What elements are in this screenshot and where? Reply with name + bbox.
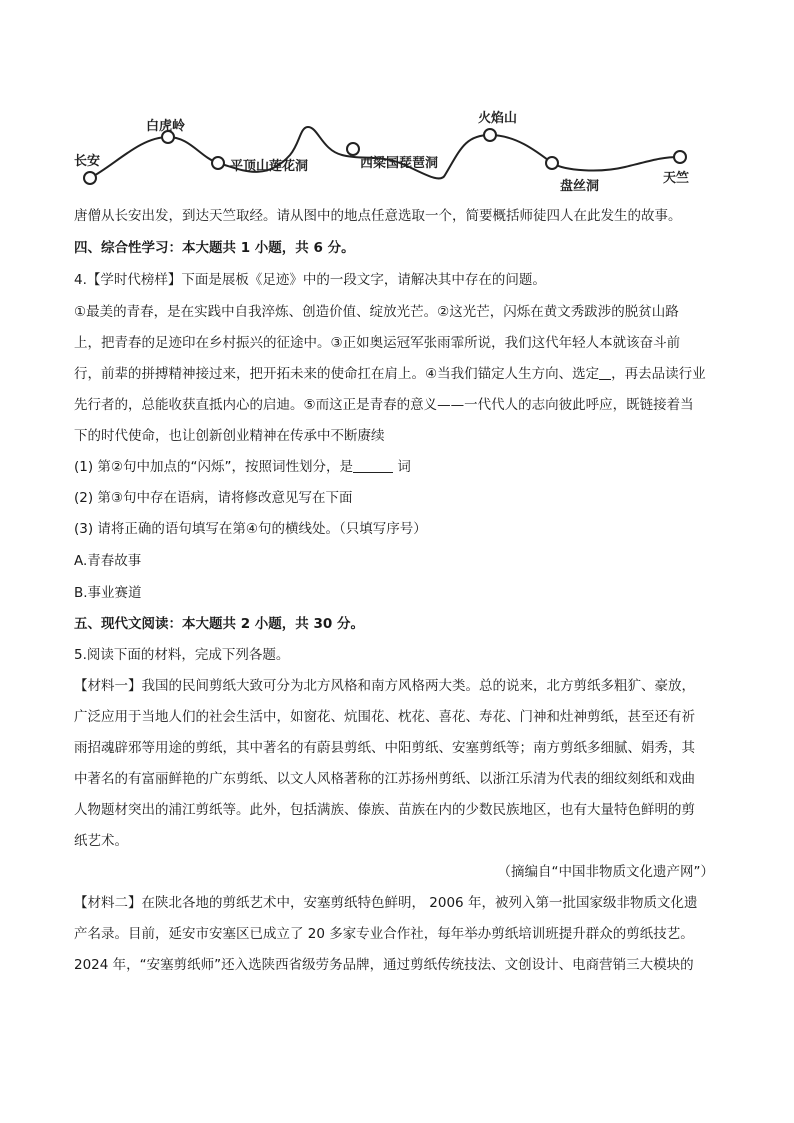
place-label: 天竺 [663, 171, 690, 186]
passage-line: 下的时代使命，也让创新创业精神在传承中不断赓续 [74, 428, 385, 444]
material-2-line: 2024 年，“安塞剪纸师”还入选陕西省级劳务品牌，通过剪纸传统技法、文创设计、电商营销三大模块的 [74, 957, 694, 973]
passage-line-text: 行，前辈的拼搏精神接过来，把开拓未来的使命扛在肩上。④当我们锚定人生方向、选定 [74, 366, 600, 382]
passage-line-tail: ，再去品读行业 [611, 366, 706, 382]
answer-blank [599, 365, 611, 380]
place-node [546, 157, 558, 169]
place-label: 长安 [74, 154, 101, 169]
passage-line [74, 364, 724, 384]
place-label: 平顶山莲花洞 [230, 159, 309, 174]
material-1-source: （摘编自“中国非物质文化遗产网”） [497, 864, 714, 880]
material-1-line: 雨招魂辟邪等用途的剪纸，其中著名的有蔚县剪纸、中阳剪纸、安塞剪纸等；南方剪纸多细腻、娟秀，其 [74, 740, 695, 756]
sub-question-2: (2) 第③句中存在语病，请将修改意见写在下面 [74, 490, 353, 506]
sub-question-1 [74, 457, 724, 477]
journey-route-map [60, 95, 750, 200]
answer-blank [353, 458, 393, 473]
route-path-diagram [60, 95, 750, 200]
place-label: 火焰山 [478, 111, 518, 126]
option-a: A.青春故事 [74, 553, 142, 569]
material-1-line: 【材料一】我国的民间剪纸大致可分为北方风格和南方风格两大类。总的说来，北方剪纸多粗犷、豪放， [74, 678, 695, 694]
place-label: 盘丝洞 [560, 179, 600, 194]
place-node [674, 151, 686, 163]
place-node [347, 143, 359, 155]
passage-line: 上，把青春的足迹印在乡村振兴的征途中。③正如奥运冠军张雨霏所说，我们这代年轻人本就该奋斗前 [74, 335, 681, 351]
passage-line: 先行者的，总能收获直抵内心的启迪。⑤而这正是青春的意义——一代代人的志向彼此呼应，既链接着当 [74, 397, 694, 413]
question-3-text: 唐僧从长安出发，到达天竺取经。请从图中的地点任意选取一个，简要概括师徒四人在此发生的故事。 [74, 208, 682, 224]
place-label: 西梁国琵琶洞 [360, 156, 439, 171]
material-1-line: 广泛应用于当地人们的社会生活中，如窗花、炕围花、枕花、喜花、寿花、门神和灶神剪纸，甚至还有祈 [74, 709, 695, 725]
question-5-intro: 5.阅读下面的材料，完成下列各题。 [74, 647, 290, 663]
material-1-line: 中著名的有富丽鲜艳的广东剪纸、以文人风格著称的江苏扬州剪纸、以浙江乐清为代表的细纹刻纸和戏曲 [74, 771, 695, 787]
question-4-intro: 4.【学时代榜样】下面是展板《足迹》中的一段文字，请解决其中存在的问题。 [74, 272, 546, 288]
material-2-line: 产名录。目前，延安市安塞区已成立了 20 多家专业合作社，每年举办剪纸培训班提升群众的剪纸技艺。 [74, 926, 694, 942]
material-1-line: 纸艺术。 [74, 833, 128, 849]
material-2-line: 【材料二】在陕北各地的剪纸艺术中，安塞剪纸特色鲜明， 2006 年，被列入第一批国家级非物质文化遗 [74, 895, 698, 911]
sub-question-1-text: (1) 第②句中加点的“闪烁”，按照词性划分，是 [74, 459, 354, 475]
section-5-heading: 五、现代文阅读：本大题共 2 小题，共 30 分。 [74, 616, 364, 632]
place-node [84, 172, 96, 184]
option-b: B.事业赛道 [74, 585, 142, 601]
section-4-heading: 四、综合性学习：本大题共 1 小题，共 6 分。 [74, 240, 355, 256]
place-label: 白虎岭 [146, 119, 186, 134]
sub-question-3: (3) 请将正确的语句填写在第④句的横线处。（只填写序号） [74, 521, 427, 537]
sub-question-1-suffix: 词 [397, 459, 411, 475]
place-node [212, 157, 224, 169]
passage-line: ①最美的青春，是在实践中自我淬炼、创造价值、绽放光芒。②这光芒，闪烁在黄文秀跋涉的脱贫山路 [74, 304, 679, 320]
material-1-line: 人物题材突出的浦江剪纸等。此外，包括满族、傣族、苗族在内的少数民族地区，也有大量特色鲜明的剪 [74, 802, 695, 818]
place-node [484, 129, 496, 141]
